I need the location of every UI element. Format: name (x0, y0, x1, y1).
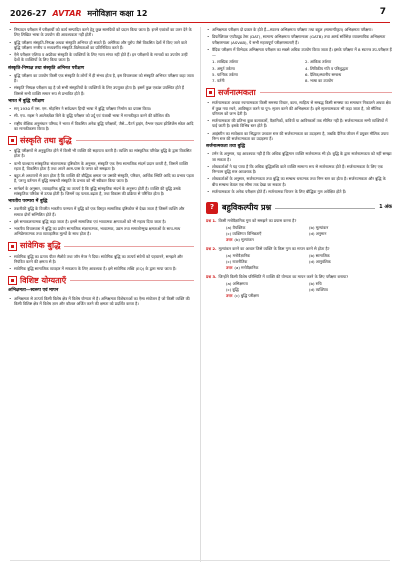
question-icon: ? (206, 202, 218, 214)
section-title: संस्कृति तथा बुद्धि (20, 135, 72, 145)
answer: उत्तर (c) बुद्धि परीक्षण (226, 292, 259, 298)
option: (a) मनोवैज्ञानिक (226, 253, 250, 259)
option: (c) बुद्धि (226, 286, 239, 292)
section-marker-icon (8, 242, 17, 251)
bullet: • बुद्धि परीक्षणों से अनुकूलित होने में किसी भी व्यक्ति की सहायता करती है। व्यक्ति का सांस्कृतिक परिवेश बुद्धि के द्वारा विकसित होता है। (8, 148, 194, 159)
question-number: प्रश्न 3. (206, 274, 217, 279)
header-title (10, 8, 147, 19)
header-subject: मनोविज्ञान (87, 9, 117, 18)
right-column (206, 27, 392, 562)
bullet: • भारतीय विचारधारा में बुद्धि का प्रयोग सामाजिक संज्ञानात्मक, भावात्मक, उद्यम तथा समाजोन्मुख क्षमताओं के साथ-साथ अभिप्रेरणात्मक तथा व्यावहारिक मूल्यों के साथ होता है। (8, 226, 194, 237)
section-title: सर्जनात्मकता (218, 88, 256, 98)
bullet: • शोधकर्ताओं ने यह पाया है कि अधिक बुद्धिलब्धि वाले व्यक्ति सामान्य रूप से सर्जनात्मक होते हैं। सर्जनात्मकता के लिए एक निम्नतम बुद्धि स्तर आवश्यक है। (206, 164, 392, 175)
list-item: 8. भाषा का उपयोग (305, 78, 334, 83)
bullet: • बुद्धि परीक्षण संस्कृति-निष्पक्ष अथवा संस्कृति अभिनत हो सकते हैं। अमेरिका और यूरोप जैसे विकसित देशों में किए जाने वाले बुद्धि परीक्षण नगरीय व मध्यवर्गीय संस्कृति-विशेषताओं का प्रतिनिधित्व करते हैं। (8, 40, 194, 51)
section-heading-culture (8, 136, 194, 145)
section-marker-icon (8, 276, 17, 285)
list-item: 6. दैशिक/स्थानीय सम्बन्ध (305, 71, 342, 77)
list-item: 4. लिपिकीय गति व परिशुद्धता (305, 65, 349, 71)
section-title: विशिष्ट योग्यताएँ (20, 276, 67, 286)
list-item: 5. यान्त्रिक तर्कणा (212, 71, 238, 77)
bullet: • तकनीकी बुद्धि के विपरीत भारतीय परम्परा में बुद्धि को एक विस्तृत सामाजिक दृष्टिकोण से देखा जाता है जिसमें व्यक्ति और समाज दोनों सम्मिलित होते हैं। (8, 206, 194, 217)
question-text: किसी मनोवैज्ञानिक गुण को समझने का प्रयास करना है? (218, 218, 297, 223)
header-rule (10, 22, 390, 23)
bullet: • बुद्धि परीक्षण का उपयोग किसी एक संस्कृति के लोगों में ही संभव होता है, इस विचारधारा को संस्कृति अभिनत परीक्षण कहा जाता है। (8, 73, 194, 84)
bullet: • अभिक्षमता से तात्पर्य किसी विशेष क्षेत्र में विशेष योग्यता से है। अभिक्षमता विशेषताओं का ऐसा संयोजन है जो किसी व्यक्ति की किसी विशिष्ट क्षेत्र में विशेष ज्ञान और कौशल अर्जित करने की क्षमता को प्रदर्शित करता है। (8, 296, 194, 307)
answer: उत्तर (a) मनोवैज्ञानिक (226, 264, 259, 270)
subheading-indian-tradition: भारतीय परम्परा में बुद्धि (8, 199, 48, 204)
mcq-title: बहुविकल्पीय प्रश्न (222, 203, 272, 213)
list-item: 2. आंकिक तर्कणा (305, 59, 332, 65)
footer-rule (10, 560, 390, 561)
option: (b) मूल्यांकन (309, 225, 329, 231)
bullet: • संस्कृति निष्पक्ष परीक्षण वह है जो सभी संस्कृतियों के व्यक्तियों के लिए उपयुक्त होता है। इसमें कुछ एकांश उपस्थित होते हैं जिससे सभी व्यक्ति समान रूप से प्रभावित होते हैं। (8, 85, 194, 96)
bullet: • अभिक्षमता परीक्षण दो प्रकार के होते हैं—स्वतन्त्र अभिक्षमता परीक्षण तथा बहुल (सामान्यीकृत) अभिक्षमता परीक्षण। (206, 27, 392, 32)
option: (c) राजनीतिक (226, 258, 248, 264)
options (226, 281, 392, 292)
page-number: 7 (379, 7, 386, 17)
option: (d) आनुवंशिक (309, 258, 331, 264)
options (226, 253, 392, 264)
subheading-aptitude: अभिक्षमता—स्वरूप एवं मापन (8, 288, 59, 294)
section-heading-emotional (8, 242, 194, 251)
subtest-list (212, 59, 392, 83)
option: (d) अनुमान (309, 230, 327, 236)
question-block (206, 246, 392, 270)
option: (d) व्यक्तित्व (309, 286, 328, 292)
question-text: मूल्यांकन करने का आधार जिसे व्यक्ति के किस गुण का मापन करने से होता है? (218, 246, 330, 251)
column-divider (200, 27, 201, 562)
bullet: • सर्जनात्मकता की प्रतिभा कुछ कलाकारों, वैज्ञानिकों, कवियों या आविष्कारों तक सीमित नहीं है। सर्जनात्मकता सभी व्यक्तियों में पाई जाती है। इसके विभिन्न स्तर होते हैं। (206, 118, 392, 129)
brand-logo: AVTAR (52, 9, 82, 18)
question-number: प्रश्न 1. (206, 218, 217, 223)
list-item: 3. अमूर्त तर्कणा (212, 65, 235, 71)
option: (b) रुचि (309, 281, 322, 287)
option: (c) व्यक्तिगत विभिन्नताएँ (226, 230, 262, 236)
section-marker-icon (206, 88, 215, 97)
mcq-heading (206, 202, 392, 214)
option: (b) सामाजिक (309, 253, 330, 259)
bullet: • सर्जनात्मकता अथवा रचनात्मकता किसी समस्या विचार, कला, साहित्य से सम्बद्ध किसी समस्या का समाधान निकालने अथवा क्षेत्र में कुछ नया रचने, आविष्कृत करने या पुन: सृजन करने की अभिक्षमता है। इसे सृजनात्मकता भी कहा जाता है, जो मौलिक परिणाम को जन्म देती है। (206, 100, 392, 116)
mcq-marks: 1 अंक (379, 204, 392, 211)
subheading-india-tests: भारत में बुद्धि परीक्षण (8, 98, 45, 104)
page-header (0, 0, 400, 26)
section-marker-icon (8, 136, 17, 145)
bullet: • आइंस्टीन का सापेक्षता का सिद्धान्त उच्चतर स्तर की सर्जनात्मकता का उदाहरण है, जबकि दैनिक जीवन में प्रयुक्त मौलिक उपाय निम्न स्तर की सर्जनात्मकता का उदाहरण हैं। (206, 131, 392, 142)
header-class: कक्षा 12 (119, 9, 148, 18)
bullet: • वैदिक परीक्षण में विभेदक अभिक्षमता परीक्षण का सबसे अधिक उपयोग किया जाता है। इसके परीक्षण में 8 स्वतन्त्र उप-परीक्षण हैं— (206, 47, 392, 58)
list-item: 1. शाब्दिक तर्कणा (212, 59, 239, 65)
list-item: 7. वर्तनी (212, 78, 225, 83)
bullet: • बहुत-से अध्ययनों से ज्ञात होता है कि व्यक्ति की बौद्धिक क्षमता पर उसकी संस्कृति, परिवार, आर्थिक स्थिति आदि का प्रभाव पड़ता है, परन्तु वर्तमान में बुद्धि सम्बन्धी संस्कृति के प्रभाव को भी स्वीकार किया जाता है। (8, 173, 194, 184)
bullet: • टर्मन के अनुसार, यह आवश्यक नहीं है कि अधिक बुद्धिमान व्यक्ति सर्जनात्मक भी हो। बुद्धि के द्वारा सर्जनात्मकता को नहीं समझा जा सकता है। (206, 151, 392, 162)
question-text: जिन्होंने किसी विशेष परिस्थिति में व्यक्ति की योग्यता का मापन करने के लिए परीक्षण बनाया? (218, 274, 349, 279)
answer: उत्तर (b) मूल्यांकन (226, 236, 254, 242)
bullet: • कभी पाश्चात्य सांस्कृतिक संज्ञानात्मक दृष्टिकोण के अनुसार, संस्कृति एक ऐसा सामाजिक संदर्भ प्रदान करती है, जिसमें व्यक्ति रहता है, विकसित होता है तथा अपने आस-पास के जगत को समझता है। (8, 161, 194, 172)
bullet: • शोधकर्ताओं के अनुसार, सर्जनात्मकता तथा बुद्धि का सम्बन्ध धनात्मक तथा निम्न स्तर का होता है। सर्जनात्मकता और बुद्धि के बीच सम्बन्ध केवल एक सीमा तक देखा जा सकता है। (206, 176, 392, 187)
bullet: • सन् 1930 में एस. एम. मोहसिन ने सर्वप्रथम हिन्दी भाषा में बुद्धि परीक्षण निर्माण का प्रयास किया। (8, 106, 194, 111)
question-block (206, 218, 392, 242)
bullet: • इसे समाकलनात्मक बुद्धि कहा जाता है। इसमें सामाजिक एवं भावात्मक क्षमताओं को भी महत्त्व दिया जाता है। (8, 219, 194, 224)
question-block (206, 274, 392, 298)
bullet: • सर्जनात्मकता के अनेक परीक्षण होते हैं। सर्जनात्मक चिन्तन के लिए बौद्धिक गुण अपेक्षित होते हैं। (206, 189, 392, 194)
bullet: • सांवेगिक बुद्धि सामाजिक व्यवहार में सफलता के लिए आवश्यक है। इसे सांवेगिक लब्धि (EQ) के द्वारा मापा जाता है। (8, 266, 194, 271)
option: (a) वैयक्तिक (226, 225, 246, 231)
subheading-culture-fair: संस्कृति-निष्पक्ष तथा संस्कृति अभिनत परीक्षण (8, 65, 85, 71)
question-number: प्रश्न 2. (206, 246, 217, 251)
section-heading-aptitudes (8, 276, 194, 285)
section-heading-creativity (206, 88, 392, 97)
bullet: • निष्पादन परीक्षण में परीक्षार्थी को कार्य सम्पादित करने हेतु कुछ सामग्रियों को प्रदान किया जाता है। इनमें एकांशों का उत्तर देने के लिए लिखित भाषा के उपयोग की आवश्यकता नहीं होती। (8, 27, 194, 38)
bullet: • डिफरेंशियल एप्टीट्यूड टेस्ट (DAT), सामान्य अभिक्षमता परीक्षणमाला (GATB) तथा आर्म्ड सर्विसेज़ व्यावसायिक अभिक्षमता परीक्षणमाला (ASVAB), ये सभी महत्त्वपूर्ण परीक्षणमालाएँ हैं। (206, 34, 392, 45)
left-column (8, 27, 194, 562)
bullet: • राष्ट्रीय शैक्षिक अनुसंधान परिषद ने भारत में विकसित अनेक बुद्धि परीक्षणों, जैसे—पैटर्न ड्राइंग, वैश्लर एडल्ट इंटेलिजेंस स्केल आदि का मानकीकरण किया है। (8, 121, 194, 132)
bullet: • सांवेगिक बुद्धि का प्रत्यय पीटर सैलोवे तथा जॉन मेयर ने दिया। सांवेगिक बुद्धि का तात्पर्य संवेगों को पहचानने, समझने और नियंत्रित करने की क्षमता से है। (8, 254, 194, 265)
bullet: • ऐसे परीक्षण एशिया व अफ्रीका संस्कृति के व्यक्तियों के लिए न्याय संगत नहीं होते हैं। इन परीक्षणों के मानकों का उपयोग उन्हीं देशों के व्यक्तियों के लिए किया जाता है। (8, 52, 194, 63)
header-year: 2026-27 (10, 9, 47, 18)
subheading-creativity-intelligence: सर्जनात्मकता तथा बुद्धि (206, 144, 246, 149)
options (226, 225, 392, 236)
bullet: • स्टर्नबर्ग के अनुसार, व्यावहारिक बुद्धि का तात्पर्य है कि बुद्धि सांस्कृतिक संदर्भ के अनुरूप होती है। व्यक्ति की बुद्धि उसके सांस्कृतिक परिवेश से उत्पन्न होती है। जिसमें वह पलता-बढ़ता है, तथा विकास की प्रक्रिया से परिचित होता है। (8, 186, 194, 197)
bullet: • सी. एच. राइस ने आलेक्ज़ेंडर बिने के बुद्धि परीक्षण को उर्दू एवं पंजाबी भाषा में मानकीकृत करने की कोशिश की। (8, 113, 194, 118)
section-title: सांवेगिक बुद्धि (20, 241, 61, 251)
option: (a) अभिक्षमता (226, 281, 248, 287)
